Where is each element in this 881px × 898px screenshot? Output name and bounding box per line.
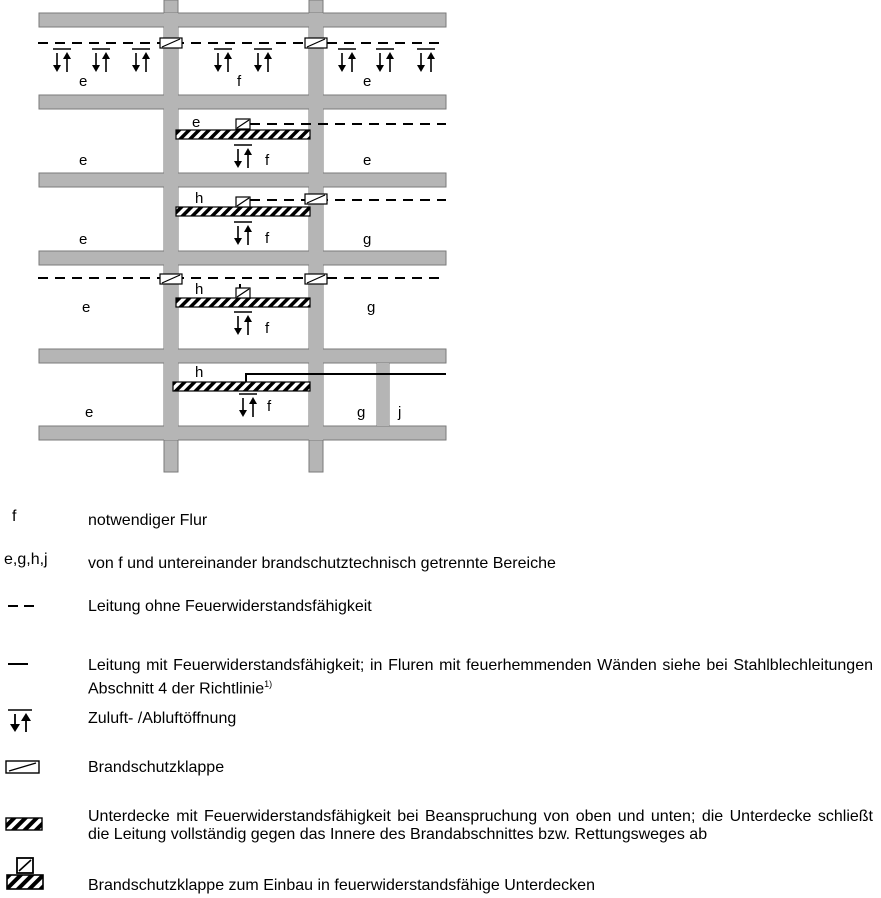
- label: j: [398, 404, 402, 421]
- legend-symbol: e,g,h,j: [4, 551, 48, 568]
- label: f: [265, 152, 270, 169]
- legend-text: von f und untereinander brandschutztechnisch getrennte Bereiche: [88, 555, 556, 572]
- label: f: [265, 230, 270, 247]
- label: g: [357, 404, 366, 421]
- label: e: [79, 231, 88, 248]
- legend-text: Leitung ohne Feuerwiderstandsfähigkeit: [88, 598, 372, 615]
- legend-text: notwendiger Flur: [88, 512, 208, 529]
- label: e: [192, 114, 201, 131]
- solid-line-icon: [4, 657, 40, 673]
- label: h: [195, 364, 204, 381]
- label: e: [79, 152, 88, 169]
- label: f: [267, 398, 272, 415]
- label: h: [195, 190, 204, 207]
- label: e: [363, 73, 372, 90]
- label: e: [363, 152, 372, 169]
- label: g: [363, 231, 372, 248]
- label: f: [265, 320, 270, 337]
- legend-symbol: f: [12, 508, 17, 525]
- legend-text: Zuluft- /Abluftöffnung: [88, 710, 237, 727]
- legend-text-main: Leitung mit Feuerwiderstandsfähigkeit; in Fluren mit feuerhemmenden Wänden siehe bei Stahlblechleitungen Abschnitt 4 der Richtlinie: [88, 657, 873, 698]
- label: e: [82, 299, 91, 316]
- label: e: [79, 73, 88, 90]
- walls: [164, 0, 389, 472]
- legend-text: Brandschutzklappe zum Einbau in feuerwiderstandsfähige Unterdecken: [88, 877, 595, 894]
- dashed-line-icon: [4, 598, 40, 614]
- label: h: [195, 281, 204, 298]
- air-vent-icon: [4, 707, 34, 735]
- fire-damper-icon: [4, 758, 44, 778]
- slabs: [39, 13, 446, 440]
- footnote-ref: 1): [264, 679, 273, 689]
- legend-text: [88, 657, 873, 698]
- fire-resistant-ceiling-icon: [4, 814, 46, 838]
- legend-text: Unterdecke mit Feuerwiderstandsfähigkeit bei Beanspruchung von oben und unten; die Unterdecke schließt die Leitung vollständig gegen das Innere des Brandabschnittes bzw. Rettungsweges ab: [88, 808, 873, 843]
- ceiling-fire-damper-icon: [4, 855, 46, 895]
- label: f: [237, 73, 242, 90]
- label: g: [367, 299, 376, 316]
- label: e: [85, 404, 94, 421]
- legend-text: Brandschutzklappe: [88, 759, 225, 776]
